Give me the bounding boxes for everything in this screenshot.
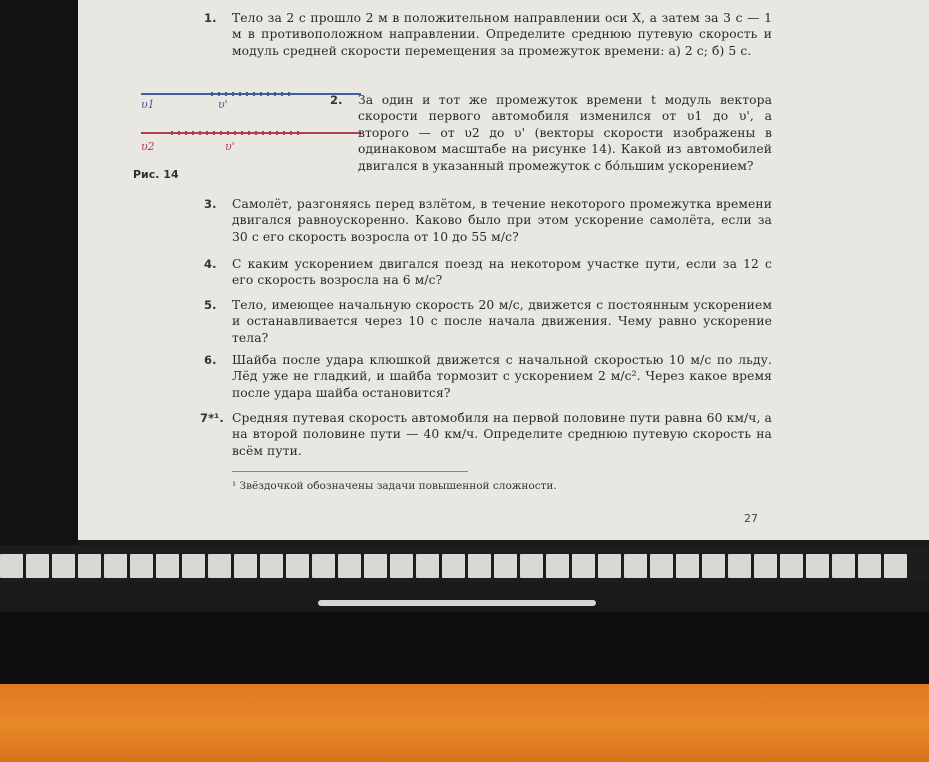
page-thumbnail[interactable] bbox=[702, 554, 725, 578]
page-thumbnail[interactable] bbox=[494, 554, 517, 578]
page-thumbnail[interactable] bbox=[390, 554, 413, 578]
page-thumbnail[interactable] bbox=[104, 554, 127, 578]
desk-surface bbox=[0, 684, 929, 762]
label-v-prime-2: υ' bbox=[225, 140, 235, 153]
page-thumbnail[interactable] bbox=[572, 554, 595, 578]
page-thumbnail[interactable] bbox=[884, 554, 907, 578]
page-thumbnail[interactable] bbox=[728, 554, 751, 578]
device-bezel-bottom bbox=[0, 612, 929, 684]
page-thumbnail[interactable] bbox=[364, 554, 387, 578]
page-number: 27 bbox=[744, 512, 758, 525]
question-7 bbox=[200, 410, 772, 459]
page-thumbnail[interactable] bbox=[442, 554, 465, 578]
question-4 bbox=[204, 256, 772, 289]
footnote: ¹ Звёздочкой обозначены задачи повышенной сложности. bbox=[232, 480, 557, 492]
page-thumbnail[interactable] bbox=[520, 554, 543, 578]
page-thumbnail[interactable] bbox=[468, 554, 491, 578]
page-thumbnail[interactable] bbox=[858, 554, 881, 578]
page-thumbnail[interactable] bbox=[0, 554, 23, 578]
question-text: Шайба после удара клюшкой движется с начальной скоростью 10 м/с по льду. Лёд уже не гладкий, и шайба тормозит с ускорением 2 м/с². Через какое время после удара шайба остановится? bbox=[232, 353, 772, 400]
label-v1: υ1 bbox=[141, 98, 155, 111]
page-thumbnail[interactable] bbox=[780, 554, 803, 578]
question-number: 4. bbox=[204, 257, 217, 271]
velocity-vector-car-2 bbox=[141, 132, 361, 134]
question-number: 6. bbox=[204, 353, 217, 367]
home-indicator[interactable] bbox=[318, 600, 596, 606]
page-thumbnail[interactable] bbox=[832, 554, 855, 578]
page-thumbnail[interactable] bbox=[754, 554, 777, 578]
page-thumbnail[interactable] bbox=[650, 554, 673, 578]
page-thumbnail[interactable] bbox=[338, 554, 361, 578]
question-1 bbox=[204, 10, 772, 59]
question-number: 5. bbox=[204, 298, 217, 312]
figure-14 bbox=[133, 84, 313, 184]
page-thumbnail[interactable] bbox=[78, 554, 101, 578]
textbook-page bbox=[78, 0, 929, 540]
question-2 bbox=[330, 92, 772, 174]
page-thumbnail[interactable] bbox=[260, 554, 283, 578]
question-5 bbox=[204, 297, 772, 346]
page-thumbnail[interactable] bbox=[208, 554, 231, 578]
page-thumbnail[interactable] bbox=[52, 554, 75, 578]
question-text: Тело, имеющее начальную скорость 20 м/с, движется с постоянным ускорением и останавливается через 10 с после начала движения. Чему равно ускорение тела? bbox=[232, 298, 772, 345]
question-text: Тело за 2 с прошло 2 м в положительном направлении оси X, а затем за 3 с — 1 м в противоположном направлении. Определите среднюю путевую скорость и модуль средней скорости перемещения за промежуток времени: а) 2 с; б) 5 с. bbox=[232, 11, 772, 58]
page-thumbnail[interactable] bbox=[182, 554, 205, 578]
question-number: 3. bbox=[204, 197, 217, 211]
page-thumbnail[interactable] bbox=[286, 554, 309, 578]
question-text: С каким ускорением двигался поезд на некотором участке пути, если за 12 с его скорость возросла на 6 м/с? bbox=[232, 257, 772, 288]
page-thumbnail-strip[interactable] bbox=[0, 546, 929, 582]
question-number: 2. bbox=[330, 93, 343, 107]
page-thumbnail[interactable] bbox=[416, 554, 439, 578]
question-3 bbox=[204, 196, 772, 245]
page-thumbnail[interactable] bbox=[598, 554, 621, 578]
label-v-prime-1: υ' bbox=[218, 98, 228, 111]
page-thumbnail[interactable] bbox=[806, 554, 829, 578]
page-thumbnail[interactable] bbox=[546, 554, 569, 578]
question-number: 1. bbox=[204, 11, 217, 25]
label-v2: υ2 bbox=[141, 140, 155, 153]
page-thumbnail[interactable] bbox=[234, 554, 257, 578]
footnote-divider bbox=[232, 471, 468, 472]
question-number: 7*¹. bbox=[200, 411, 224, 425]
page-thumbnail[interactable] bbox=[624, 554, 647, 578]
question-6 bbox=[204, 352, 772, 401]
page-thumbnail[interactable] bbox=[26, 554, 49, 578]
page-thumbnail[interactable] bbox=[312, 554, 335, 578]
velocity-vector-car-1 bbox=[141, 93, 361, 95]
figure-caption: Рис. 14 bbox=[133, 168, 179, 181]
page-thumbnail[interactable] bbox=[130, 554, 153, 578]
device-bezel-left bbox=[0, 0, 78, 545]
page-thumbnail[interactable] bbox=[676, 554, 699, 578]
question-text: Самолёт, разгоняясь перед взлётом, в течение некоторого промежутка времени двигался равноускоренно. Каково было при этом ускорение самолёта, если за 30 с его скорость возросла от 10 до 55 м/с? bbox=[232, 197, 772, 244]
page-thumbnail[interactable] bbox=[156, 554, 179, 578]
question-text: За один и тот же промежуток времени t модуль вектора скорости первого автомобиля изменился от υ1 до υ', а второго — от υ2 до υ' (векторы скорости изображены в одинаковом масштабе на рисунке 14). Какой из автомобилей двигался в указанный промежуток с бо́льшим ускорением? bbox=[358, 93, 772, 173]
question-text: Средняя путевая скорость автомобиля на первой половине пути равна 60 км/ч, а на второй половине пути — 40 км/ч. Определите среднюю путевую скорость на всём пути. bbox=[232, 411, 772, 458]
